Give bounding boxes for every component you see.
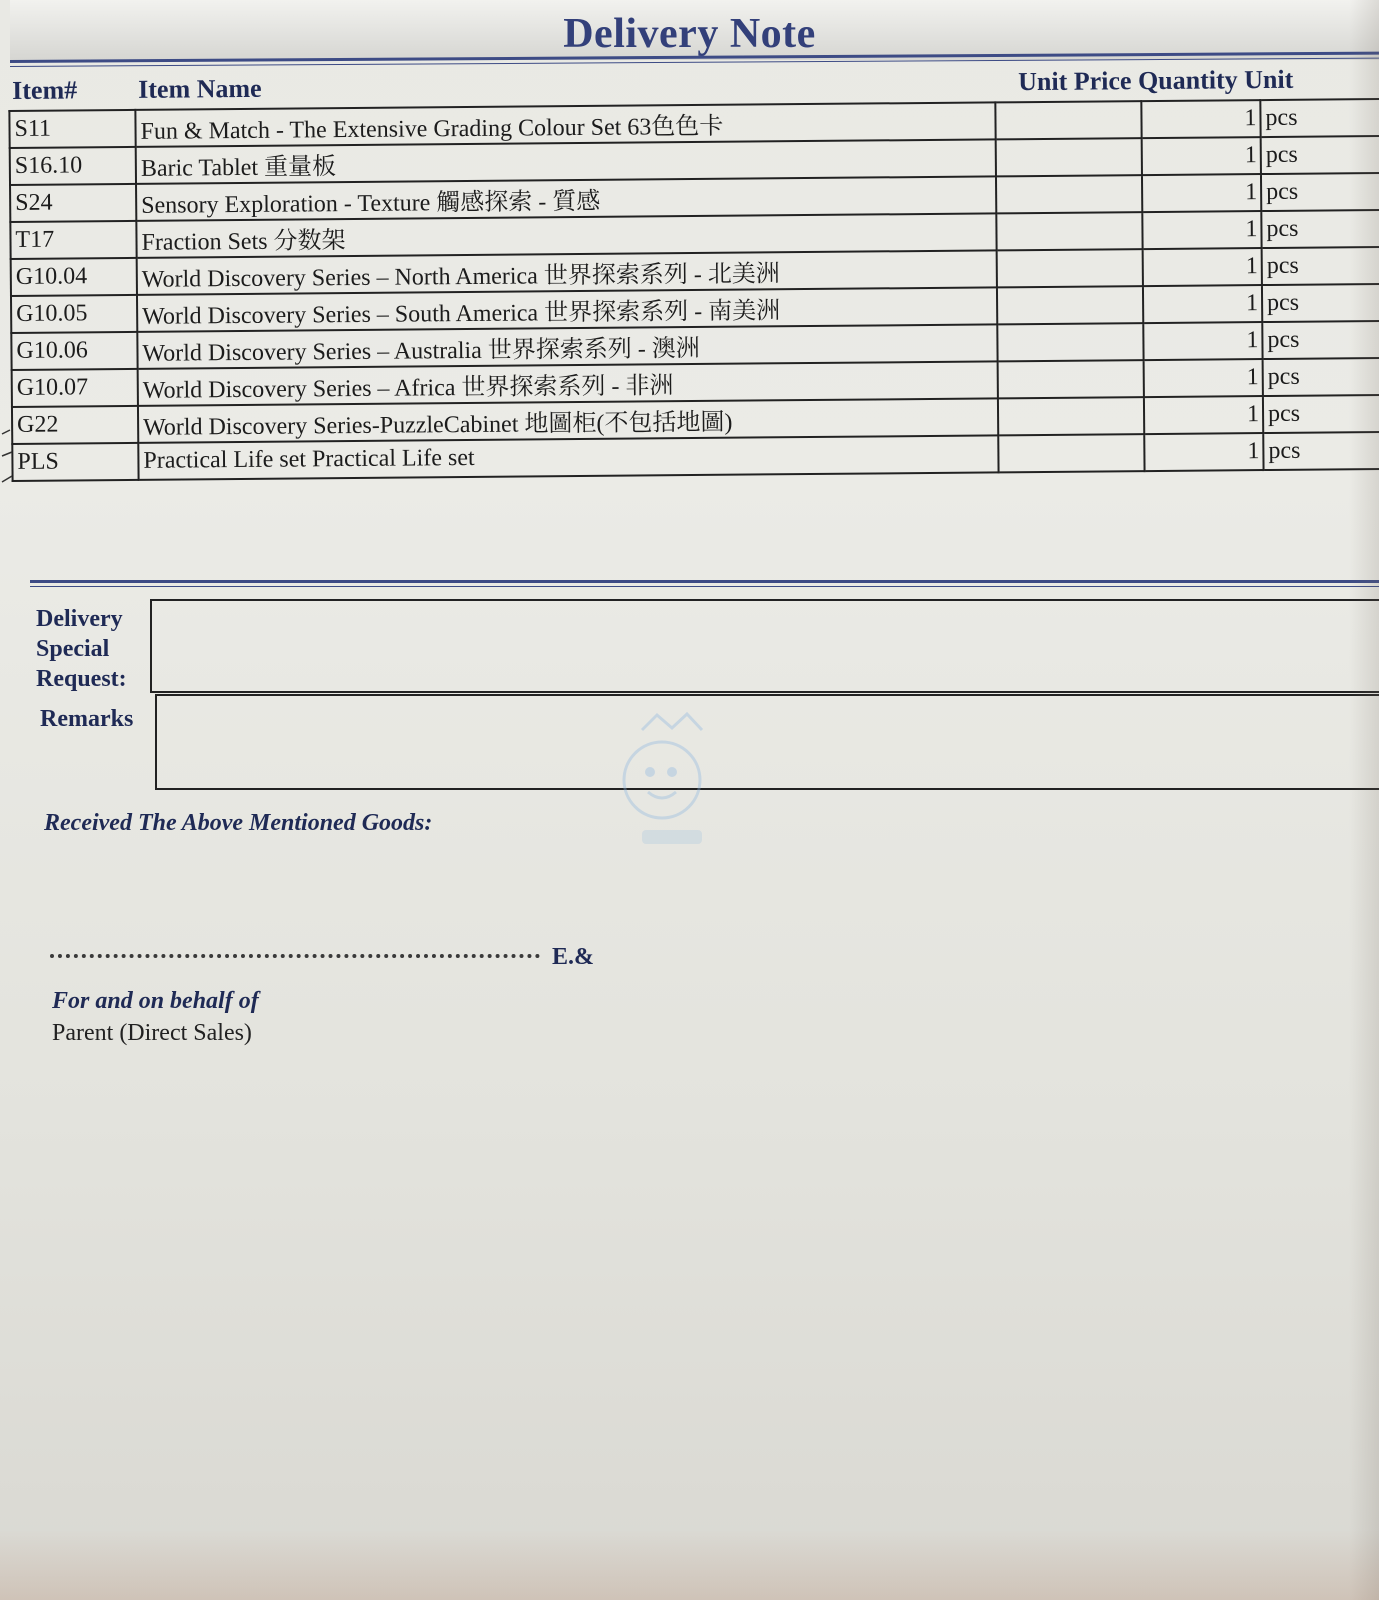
items-section bbox=[8, 56, 1379, 482]
unit-price-cell bbox=[998, 434, 1144, 472]
item-code-cell: G22 bbox=[12, 406, 138, 444]
unit-cell: pcs bbox=[1261, 173, 1379, 211]
item-code-cell: S24 bbox=[10, 184, 136, 222]
unit-cell: pcs bbox=[1261, 210, 1379, 248]
item-name-cell: Fun & Match - The Extensive Grading Colour Set 63色色卡 bbox=[135, 102, 995, 147]
item-code-cell: T17 bbox=[10, 221, 136, 259]
signature-line bbox=[50, 954, 540, 958]
item-name-cell: World Discovery Series – Africa 世界探索系列 - 非洲 bbox=[138, 361, 998, 406]
remarks-box bbox=[155, 694, 1379, 790]
unit-price-cell bbox=[998, 360, 1144, 398]
unit-price-cell bbox=[996, 212, 1142, 250]
unit-price-cell bbox=[997, 286, 1143, 324]
unit-price-cell bbox=[995, 101, 1141, 139]
item-code-cell: PLS bbox=[12, 443, 138, 481]
item-code-cell: G10.06 bbox=[11, 332, 137, 370]
quantity-cell: 1 bbox=[1142, 211, 1261, 249]
item-name-cell: World Discovery Series – South America 世界探索系列 - 南美洲 bbox=[137, 287, 997, 332]
item-name-cell: Sensory Exploration - Texture 觸感探索 - 質感 bbox=[136, 176, 996, 221]
item-name-cell: World Discovery Series-PuzzleCabinet 地圖柜(不包括地圖) bbox=[138, 398, 998, 443]
section-rule bbox=[30, 580, 1379, 583]
header-item-number: Item# bbox=[12, 75, 78, 105]
page-edge-shadow bbox=[1349, 0, 1379, 1600]
item-name-cell: World Discovery Series – North America 世界探索系列 - 北美洲 bbox=[137, 250, 997, 295]
unit-price-cell bbox=[998, 397, 1144, 435]
quantity-cell: 1 bbox=[1144, 396, 1263, 434]
unit-cell: pcs bbox=[1262, 321, 1379, 359]
item-name-cell: Practical Life set Practical Life set bbox=[138, 435, 998, 480]
quantity-cell: 1 bbox=[1143, 322, 1262, 360]
item-name-cell: Baric Tablet 重量板 bbox=[136, 139, 996, 184]
unit-cell: pcs bbox=[1263, 432, 1379, 470]
unit-cell: pcs bbox=[1263, 395, 1379, 433]
quantity-cell: 1 bbox=[1144, 359, 1263, 397]
mascot-watermark-logo bbox=[612, 710, 732, 860]
item-name-cell: World Discovery Series – Australia 世界探索系列 - 澳洲 bbox=[137, 324, 997, 369]
item-code-cell: G10.05 bbox=[11, 295, 137, 333]
delivery-special-request-box bbox=[150, 599, 1379, 693]
page-bottom-shadow bbox=[0, 1530, 1379, 1600]
ea-mark: E.& bbox=[552, 944, 594, 970]
item-code-cell: G10.07 bbox=[12, 369, 138, 407]
quantity-cell: 1 bbox=[1143, 285, 1262, 323]
header-item-name: Item Name bbox=[138, 73, 262, 104]
item-name-cell: Fraction Sets 分数架 bbox=[136, 213, 996, 258]
pen-tick-marks bbox=[0, 380, 14, 500]
delivery-special-request-label: Delivery Special Request: bbox=[36, 606, 127, 692]
quantity-cell: 1 bbox=[1142, 137, 1261, 175]
unit-cell: pcs bbox=[1261, 136, 1379, 174]
unit-price-cell bbox=[997, 249, 1143, 287]
items-table bbox=[8, 98, 1379, 482]
unit-cell: pcs bbox=[1262, 284, 1379, 322]
unit-price-cell bbox=[996, 175, 1142, 213]
received-goods-label: Received The Above Mentioned Goods: bbox=[44, 810, 433, 836]
quantity-cell: 1 bbox=[1143, 248, 1262, 286]
item-code-cell: S11 bbox=[9, 110, 135, 148]
unit-cell: pcs bbox=[1260, 99, 1379, 137]
quantity-cell: 1 bbox=[1141, 100, 1260, 138]
section-rule-thin bbox=[30, 586, 1379, 587]
unit-price-cell bbox=[996, 138, 1142, 176]
unit-cell: pcs bbox=[1262, 247, 1379, 285]
quantity-cell: 1 bbox=[1142, 174, 1261, 212]
unit-cell: pcs bbox=[1263, 358, 1379, 396]
party-name: Parent (Direct Sales) bbox=[52, 1020, 252, 1046]
unit-price-cell bbox=[997, 323, 1143, 361]
item-code-cell: G10.04 bbox=[11, 258, 137, 296]
items-table-body bbox=[9, 99, 1379, 481]
item-code-cell: S16.10 bbox=[10, 147, 136, 185]
remarks-label: Remarks bbox=[40, 706, 134, 732]
on-behalf-label: For and on behalf of bbox=[52, 988, 259, 1014]
quantity-cell: 1 bbox=[1144, 433, 1263, 471]
header-price-quantity-unit: Unit Price Quantity Unit bbox=[1018, 64, 1294, 97]
page-title: Delivery Note bbox=[563, 11, 816, 57]
